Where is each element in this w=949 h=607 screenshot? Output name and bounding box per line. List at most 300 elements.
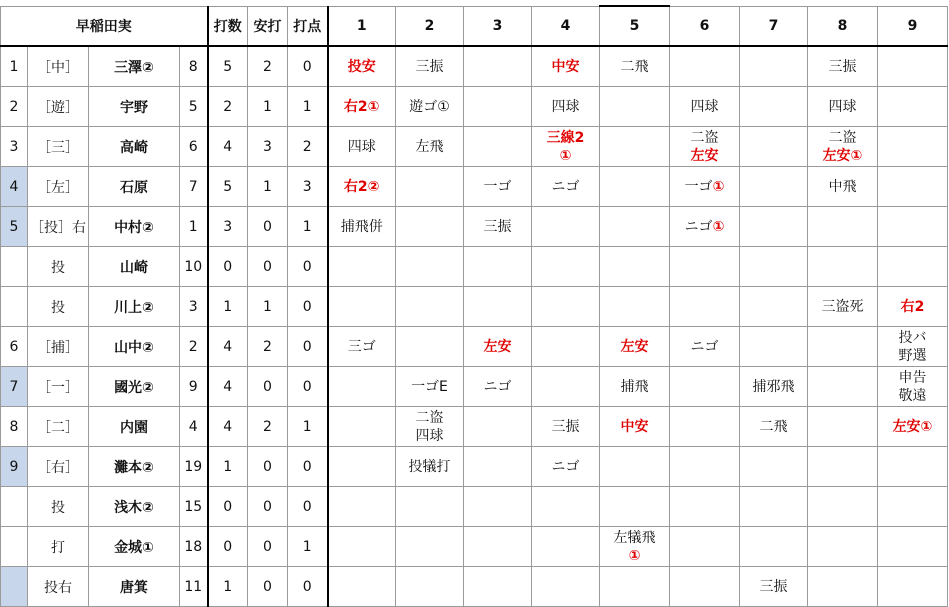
- play-result: [740, 367, 808, 407]
- batting-order: [1, 287, 28, 327]
- position: ［二］: [28, 407, 89, 447]
- rbi-value: 1: [288, 207, 328, 247]
- hits-value: 2: [248, 46, 288, 87]
- batting-order: 5: [1, 207, 28, 247]
- play-result: [878, 407, 948, 447]
- play-result: [532, 567, 600, 607]
- play-result: [670, 167, 740, 207]
- play-result: [328, 167, 396, 207]
- play-note: 左安: [690, 147, 719, 164]
- uniform-number: 15: [180, 487, 208, 527]
- batter-row: [1, 287, 948, 327]
- play-result: [328, 207, 396, 247]
- play-result: [878, 327, 948, 367]
- play-result: [328, 567, 396, 607]
- player-name: 内園: [89, 407, 180, 447]
- play-note: ①: [712, 218, 725, 235]
- at-bats-value: 4: [208, 127, 248, 167]
- play-text: 中安: [620, 418, 649, 435]
- play-result: [808, 407, 878, 447]
- play-result: [600, 247, 670, 287]
- player-name: 金城①: [89, 527, 180, 567]
- play-result: [532, 46, 600, 87]
- uniform-number: 9: [180, 367, 208, 407]
- play-text: 四球: [828, 98, 857, 115]
- play-text: 二盗 四球: [415, 409, 444, 444]
- rbi-value: 1: [288, 407, 328, 447]
- hits-value: 1: [248, 87, 288, 127]
- play-result: [808, 367, 878, 407]
- batter-row: [1, 87, 948, 127]
- at-bats-value: 2: [208, 87, 248, 127]
- player-name: 灘本②: [89, 447, 180, 487]
- uniform-number: 10: [180, 247, 208, 287]
- play-result: [670, 447, 740, 487]
- batting-order: [1, 567, 28, 607]
- hits-value: 1: [248, 287, 288, 327]
- play-result: [464, 567, 532, 607]
- inning-header: 6: [670, 6, 740, 46]
- play-result: [808, 46, 878, 87]
- play-result: [532, 367, 600, 407]
- play-result: [464, 287, 532, 327]
- play-result: [740, 527, 808, 567]
- rbi-value: 0: [288, 567, 328, 607]
- play-result: [396, 567, 464, 607]
- play-text: 三振: [483, 218, 512, 235]
- play-result: [532, 87, 600, 127]
- batting-order: [1, 527, 28, 567]
- at-bats-value: 5: [208, 46, 248, 87]
- play-result: [808, 487, 878, 527]
- play-result: [328, 527, 396, 567]
- batting-order: 9: [1, 447, 28, 487]
- batter-row: [1, 447, 948, 487]
- play-result: [600, 367, 670, 407]
- play-text: 三振: [415, 58, 444, 75]
- batter-row: [1, 167, 948, 207]
- play-result: [532, 527, 600, 567]
- position: ［遊］: [28, 87, 89, 127]
- play-text: 四球: [347, 138, 376, 155]
- at-bats-value: 4: [208, 327, 248, 367]
- batter-row: [1, 46, 948, 87]
- play-text: 三盗死: [821, 298, 864, 315]
- play-result: [740, 46, 808, 87]
- batting-order: [1, 487, 28, 527]
- play-result: [328, 327, 396, 367]
- play-text: 左犠飛: [613, 529, 656, 546]
- player-name: 浅木②: [89, 487, 180, 527]
- player-name: 川上②: [89, 287, 180, 327]
- play-note: 左安①: [822, 147, 863, 164]
- at-bats-value: 1: [208, 447, 248, 487]
- play-text: 二飛: [620, 58, 649, 75]
- play-result: [464, 87, 532, 127]
- play-result: [878, 207, 948, 247]
- play-result: [532, 407, 600, 447]
- play-text: 中飛: [828, 178, 857, 195]
- play-result: [808, 527, 878, 567]
- hits-value: 3: [248, 127, 288, 167]
- play-text: ニゴ: [684, 218, 713, 235]
- play-result: [878, 247, 948, 287]
- play-note: ①: [712, 178, 725, 195]
- play-result: [740, 247, 808, 287]
- play-result: [670, 327, 740, 367]
- play-result: [464, 367, 532, 407]
- play-result: [600, 207, 670, 247]
- rbi-value: 1: [288, 87, 328, 127]
- position: 打: [28, 527, 89, 567]
- at-bats-value: 0: [208, 247, 248, 287]
- play-text: 中安: [551, 58, 580, 75]
- inning-header: 3: [464, 6, 532, 46]
- play-result: [464, 167, 532, 207]
- play-result: [878, 46, 948, 87]
- uniform-number: 6: [180, 127, 208, 167]
- batter-row: [1, 527, 948, 567]
- play-result: [808, 447, 878, 487]
- header-hits: 安打: [248, 6, 288, 46]
- play-result: [396, 527, 464, 567]
- play-result: [740, 447, 808, 487]
- play-result: [670, 46, 740, 87]
- play-text: ニゴ: [690, 338, 719, 355]
- play-result: [464, 407, 532, 447]
- play-result: [878, 527, 948, 567]
- uniform-number: 19: [180, 447, 208, 487]
- play-result: [878, 287, 948, 327]
- uniform-number: 3: [180, 287, 208, 327]
- uniform-number: 4: [180, 407, 208, 447]
- play-result: [808, 167, 878, 207]
- at-bats-value: 4: [208, 407, 248, 447]
- play-text: 四球: [551, 98, 580, 115]
- play-text: 二盗: [828, 129, 857, 146]
- player-name: 國光②: [89, 367, 180, 407]
- batting-order: 2: [1, 87, 28, 127]
- play-result: [464, 207, 532, 247]
- player-name: 高崎: [89, 127, 180, 167]
- play-result: [396, 487, 464, 527]
- play-result: [740, 407, 808, 447]
- play-text: 捕邪飛: [752, 378, 795, 395]
- play-result: [396, 407, 464, 447]
- play-text: 左安: [483, 338, 512, 355]
- hits-value: 2: [248, 407, 288, 447]
- batter-row: [1, 247, 948, 287]
- rbi-value: 0: [288, 46, 328, 87]
- position: 投: [28, 487, 89, 527]
- play-text: 三ゴ: [347, 338, 376, 355]
- uniform-number: 1: [180, 207, 208, 247]
- batter-row: [1, 327, 948, 367]
- play-result: [670, 207, 740, 247]
- play-result: [600, 487, 670, 527]
- hits-value: 0: [248, 367, 288, 407]
- play-result: [808, 287, 878, 327]
- play-result: [464, 327, 532, 367]
- play-result: [328, 407, 396, 447]
- play-result: [396, 447, 464, 487]
- at-bats-value: 0: [208, 527, 248, 567]
- position: 投: [28, 287, 89, 327]
- player-name: 宇野: [89, 87, 180, 127]
- rbi-value: 1: [288, 527, 328, 567]
- play-result: [532, 167, 600, 207]
- uniform-number: 8: [180, 46, 208, 87]
- play-text: ニゴ: [483, 378, 512, 395]
- play-result: [328, 46, 396, 87]
- play-result: [600, 527, 670, 567]
- play-text: 右2②: [343, 178, 380, 195]
- play-result: [532, 327, 600, 367]
- play-text: 左安①: [892, 418, 933, 435]
- play-result: [600, 167, 670, 207]
- player-name: 石原: [89, 167, 180, 207]
- play-text: 左安: [620, 338, 649, 355]
- position: ［右］: [28, 447, 89, 487]
- play-result: [740, 87, 808, 127]
- at-bats-value: 3: [208, 207, 248, 247]
- play-result: [600, 447, 670, 487]
- play-text: 一ゴ: [684, 178, 713, 195]
- position: ［投］右: [28, 207, 89, 247]
- inning-header: 7: [740, 6, 808, 46]
- play-result: [670, 87, 740, 127]
- inning-header: 1: [328, 6, 396, 46]
- uniform-number: 11: [180, 567, 208, 607]
- play-text: 右2①: [343, 98, 380, 115]
- play-result: [532, 247, 600, 287]
- rbi-value: 0: [288, 447, 328, 487]
- play-result: [328, 487, 396, 527]
- player-name: 山崎: [89, 247, 180, 287]
- hits-value: 2: [248, 327, 288, 367]
- play-text: 二盗: [690, 129, 719, 146]
- hits-value: 0: [248, 487, 288, 527]
- inning-header: 4: [532, 6, 600, 46]
- batting-order: 8: [1, 407, 28, 447]
- player-name: 中村②: [89, 207, 180, 247]
- inning-header: 5: [600, 6, 670, 46]
- play-result: [600, 407, 670, 447]
- player-name: 三澤②: [89, 46, 180, 87]
- play-result: [670, 407, 740, 447]
- play-result: [532, 207, 600, 247]
- play-result: [808, 327, 878, 367]
- play-text: 左飛: [415, 138, 444, 155]
- play-text: 捕飛: [620, 378, 649, 395]
- play-result: [396, 327, 464, 367]
- position: ［三］: [28, 127, 89, 167]
- play-result: [464, 247, 532, 287]
- play-result: [740, 487, 808, 527]
- play-result: [396, 87, 464, 127]
- play-text: 三振: [551, 418, 580, 435]
- play-text: 三振: [828, 58, 857, 75]
- hits-value: 0: [248, 207, 288, 247]
- play-result: [670, 127, 740, 167]
- play-result: [396, 127, 464, 167]
- play-result: [670, 367, 740, 407]
- batting-order: 3: [1, 127, 28, 167]
- play-result: [396, 207, 464, 247]
- play-result: [740, 207, 808, 247]
- play-result: [532, 127, 600, 167]
- batting-order: [1, 247, 28, 287]
- play-text: 右2: [900, 298, 925, 315]
- play-text: 一ゴE: [411, 378, 448, 395]
- uniform-number: 2: [180, 327, 208, 367]
- player-name: 山中②: [89, 327, 180, 367]
- batter-row: [1, 367, 948, 407]
- play-result: [600, 46, 670, 87]
- play-result: [464, 487, 532, 527]
- uniform-number: 18: [180, 527, 208, 567]
- play-result: [464, 127, 532, 167]
- play-text: 投安: [347, 58, 376, 75]
- play-text: 三振: [759, 578, 788, 595]
- play-text: 申告 敬遠: [898, 369, 927, 404]
- play-result: [396, 287, 464, 327]
- at-bats-value: 5: [208, 167, 248, 207]
- batting-order: 1: [1, 46, 28, 87]
- play-result: [878, 567, 948, 607]
- header-at-bats: 打数: [208, 6, 248, 46]
- play-result: [670, 247, 740, 287]
- player-name: 唐箕: [89, 567, 180, 607]
- uniform-number: 7: [180, 167, 208, 207]
- at-bats-value: 1: [208, 567, 248, 607]
- rbi-value: 0: [288, 327, 328, 367]
- position: ［一］: [28, 367, 89, 407]
- rbi-value: 0: [288, 247, 328, 287]
- batter-row: [1, 487, 948, 527]
- play-result: [878, 167, 948, 207]
- play-result: [328, 247, 396, 287]
- batting-order: 6: [1, 327, 28, 367]
- rbi-value: 2: [288, 127, 328, 167]
- play-result: [740, 127, 808, 167]
- play-text: 三線2 ①: [546, 129, 585, 164]
- play-result: [808, 247, 878, 287]
- play-text: 投犠打: [408, 458, 451, 475]
- play-result: [328, 87, 396, 127]
- play-result: [808, 567, 878, 607]
- play-result: [878, 367, 948, 407]
- hits-value: 0: [248, 247, 288, 287]
- at-bats-value: 1: [208, 287, 248, 327]
- play-result: [532, 447, 600, 487]
- play-result: [670, 527, 740, 567]
- play-result: [740, 167, 808, 207]
- inning-header: 8: [808, 6, 878, 46]
- position: ［捕］: [28, 327, 89, 367]
- play-result: [396, 367, 464, 407]
- play-result: [740, 567, 808, 607]
- play-result: [464, 527, 532, 567]
- play-result: [396, 247, 464, 287]
- hits-value: 0: [248, 447, 288, 487]
- play-text: ニゴ: [551, 458, 580, 475]
- play-result: [740, 327, 808, 367]
- play-result: [464, 447, 532, 487]
- at-bats-value: 0: [208, 487, 248, 527]
- hits-value: 0: [248, 527, 288, 567]
- play-result: [532, 287, 600, 327]
- rbi-value: 3: [288, 167, 328, 207]
- position: ［中］: [28, 46, 89, 87]
- play-result: [600, 287, 670, 327]
- play-result: [878, 127, 948, 167]
- play-result: [328, 447, 396, 487]
- play-result: [600, 127, 670, 167]
- play-note: ①: [628, 547, 641, 564]
- play-result: [328, 127, 396, 167]
- play-text: ニゴ: [551, 178, 580, 195]
- play-text: 四球: [690, 98, 719, 115]
- play-result: [328, 367, 396, 407]
- play-text: 一ゴ: [483, 178, 512, 195]
- batter-row: [1, 127, 948, 167]
- scorebook-table: [0, 5, 948, 607]
- play-result: [878, 447, 948, 487]
- uniform-number: 5: [180, 87, 208, 127]
- inning-header: 9: [878, 6, 948, 46]
- play-result: [878, 487, 948, 527]
- team-name: 早稲田実: [1, 6, 208, 46]
- play-result: [600, 567, 670, 607]
- position: ［左］: [28, 167, 89, 207]
- play-result: [670, 487, 740, 527]
- play-result: [600, 87, 670, 127]
- hits-value: 1: [248, 167, 288, 207]
- play-result: [878, 87, 948, 127]
- header-row: [1, 6, 948, 46]
- play-result: [464, 46, 532, 87]
- position: 投右: [28, 567, 89, 607]
- hits-value: 0: [248, 567, 288, 607]
- position: 投: [28, 247, 89, 287]
- play-result: [532, 487, 600, 527]
- rbi-value: 0: [288, 287, 328, 327]
- at-bats-value: 4: [208, 367, 248, 407]
- play-result: [600, 327, 670, 367]
- play-result: [670, 567, 740, 607]
- play-result: [328, 287, 396, 327]
- batter-row: [1, 567, 948, 607]
- play-result: [808, 127, 878, 167]
- batter-row: [1, 207, 948, 247]
- play-result: [740, 287, 808, 327]
- play-result: [808, 87, 878, 127]
- batter-row: [1, 407, 948, 447]
- play-result: [396, 167, 464, 207]
- play-text: 捕飛併: [340, 218, 383, 235]
- rbi-value: 0: [288, 367, 328, 407]
- batting-order: 4: [1, 167, 28, 207]
- batting-order: 7: [1, 367, 28, 407]
- play-text: 二飛: [759, 418, 788, 435]
- inning-header: 2: [396, 6, 464, 46]
- rbi-value: 0: [288, 487, 328, 527]
- play-text: 遊ゴ①: [409, 98, 450, 115]
- play-result: [808, 207, 878, 247]
- play-result: [396, 46, 464, 87]
- play-text: 投バ 野選: [898, 329, 927, 364]
